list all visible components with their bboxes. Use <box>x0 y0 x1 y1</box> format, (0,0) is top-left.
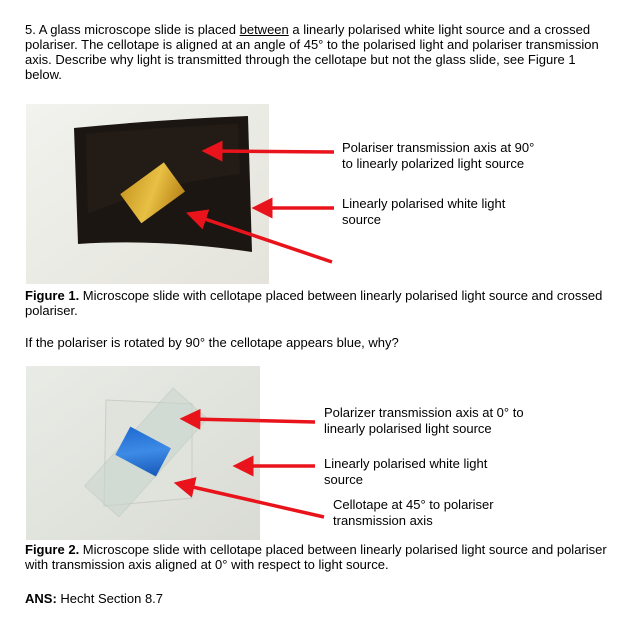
fig2-label-cellotape: Cellotape at 45° to polariser transmission axis <box>333 497 494 528</box>
figure1-caption: Figure 1. Microscope slide with cellotape placed between linearly polarised light source and crossed polariser. <box>25 288 603 318</box>
question-text: 5. A glass microscope slide is placed between a linearly polarised white light source and a crossed polariser. The cellotape is aligned at an angle of 45° to the polarised light and polariser transmission axis. Describe why light is transmitted through the cellotape but not the glass slide, see Figure 1 below. <box>25 22 599 82</box>
fig2-label-light-source: Linearly polarised white light source <box>324 456 488 487</box>
follow-up-question: If the polariser is rotated by 90° the cellotape appears blue, why? <box>25 335 399 350</box>
emphasis-between: between <box>239 22 289 37</box>
fig2-label-polarizer-axis: Polarizer transmission axis at 0° to linearly polarised light source <box>324 405 524 436</box>
fig1-label-light-source: Linearly polarised white light source <box>342 196 506 227</box>
fig1-label-polariser-axis: Polariser transmission axis at 90° to linearly polarized light source <box>342 140 535 171</box>
figure2-photo <box>26 366 260 540</box>
figure2-caption: Figure 2. Microscope slide with cellotape placed between linearly polarised light source and polariser with transmission axis aligned at 0° with respect to light source. <box>25 542 607 572</box>
answer-line: ANS: Hecht Section 8.7 <box>25 591 164 606</box>
figure1-photo <box>26 104 269 284</box>
